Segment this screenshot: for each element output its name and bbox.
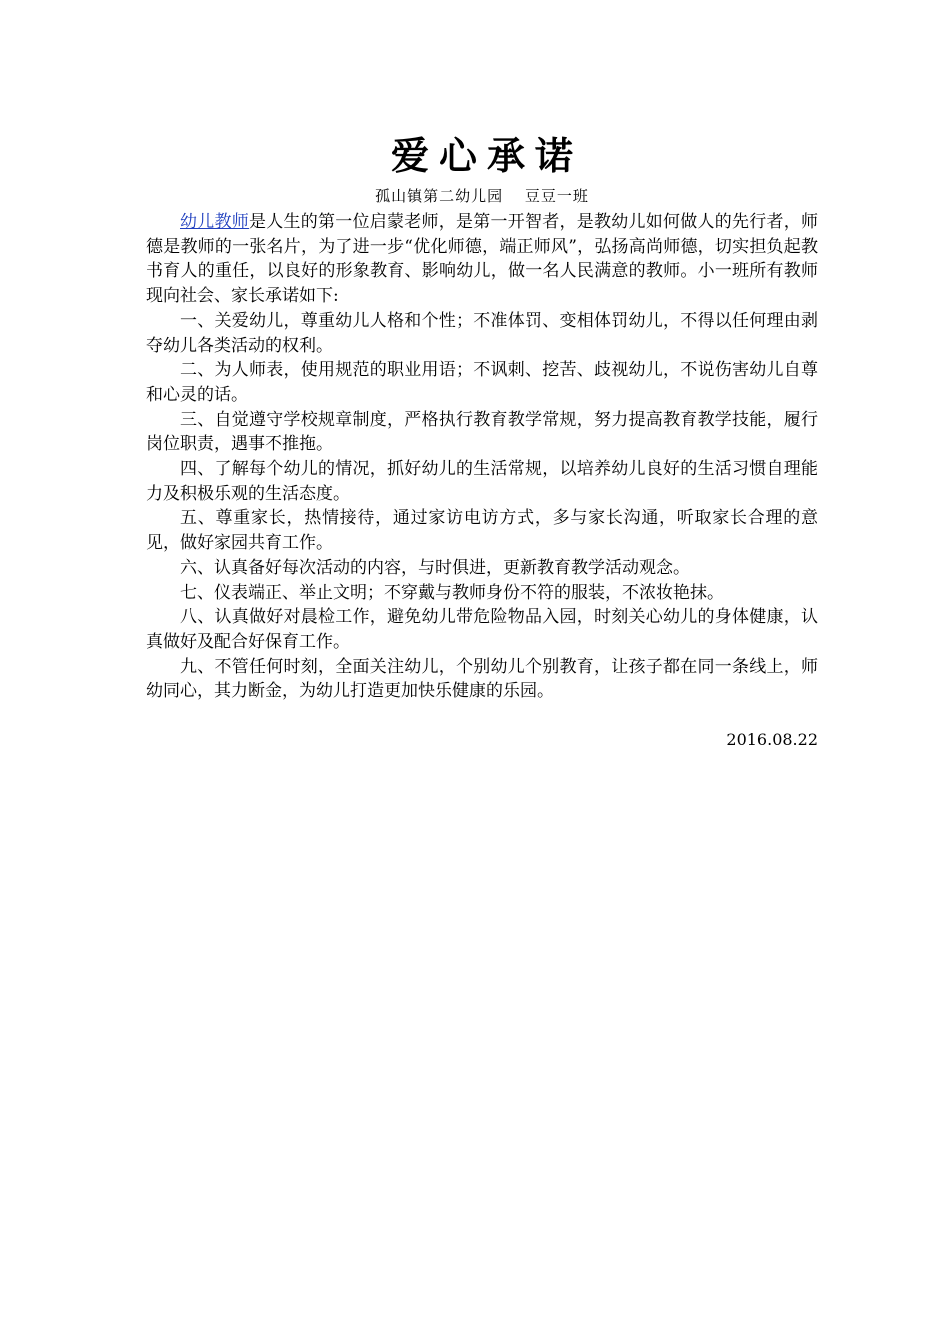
pledge-item-3: 三、自觉遵守学校规章制度，严格执行教育教学常规，努力提高教育教学技能，履行岗位职责，遇事不推拖。 xyxy=(146,409,818,455)
intro-text: 是人生的第一位启蒙老师，是第一开智者，是教幼儿如何做人的先行者，师德是教师的一张名片，为了进一步“优化师德，端正师风”，弘扬高尚师德，切实担负起教书育人的重任，以良好的形象教育、影响幼儿，做一名人民满意的教师。小一班所有教师现向社会、家长承诺如下: xyxy=(146,212,818,307)
document-date: 2016.08.22 xyxy=(726,730,818,750)
pledge-item-4: 四、了解每个幼儿的情况，抓好幼儿的生活常规，以培养幼儿良好的生活习惯自理能力及积极乐观的生活态度。 xyxy=(146,459,818,504)
pledge-item-8: 八、认真做好对晨检工作，避免幼儿带危险物品入园，时刻关心幼儿的身体健康，认真做好及配合好保育工作。 xyxy=(146,607,818,652)
pledge-item-2: 二、为人师表，使用规范的职业用语；不讽刺、挖苦、歧视幼儿，不说伤害幼儿自尊和心灵的话。 xyxy=(146,360,818,405)
document-subtitle: 孤山镇第二幼儿园 豆豆一班 xyxy=(375,187,589,205)
pledge-item-9: 九、不管任何时刻，全面关注幼儿，个别幼儿个别教育，让孩子都在同一条线上，师幼同心，其力断金，为幼儿打造更加快乐健康的乐园。 xyxy=(146,656,818,702)
pledge-item-1: 一、关爱幼儿，尊重幼儿人格和个性；不准体罚、变相体罚幼儿，不得以任何理由剥夺幼儿各类活动的权利。 xyxy=(146,310,818,356)
document-page xyxy=(146,128,818,752)
document-title: 爱心承诺 xyxy=(390,134,583,178)
pledge-item-6: 六、认真备好每次活动的内容，与时俱进，更新教育教学活动观念。 xyxy=(180,557,690,578)
intro-paragraph xyxy=(146,210,818,309)
kindergarten-teacher-link[interactable]: 幼儿教师 xyxy=(180,212,249,232)
pledge-item-5: 五、尊重家长，热情接待，通过家访电访方式，多与家长沟通，听取家长合理的意见，做好家园共育工作。 xyxy=(146,508,818,554)
pledge-item-7: 七、仪表端正、举止文明；不穿戴与教师身份不符的服装，不浓妆艳抹。 xyxy=(180,582,724,603)
